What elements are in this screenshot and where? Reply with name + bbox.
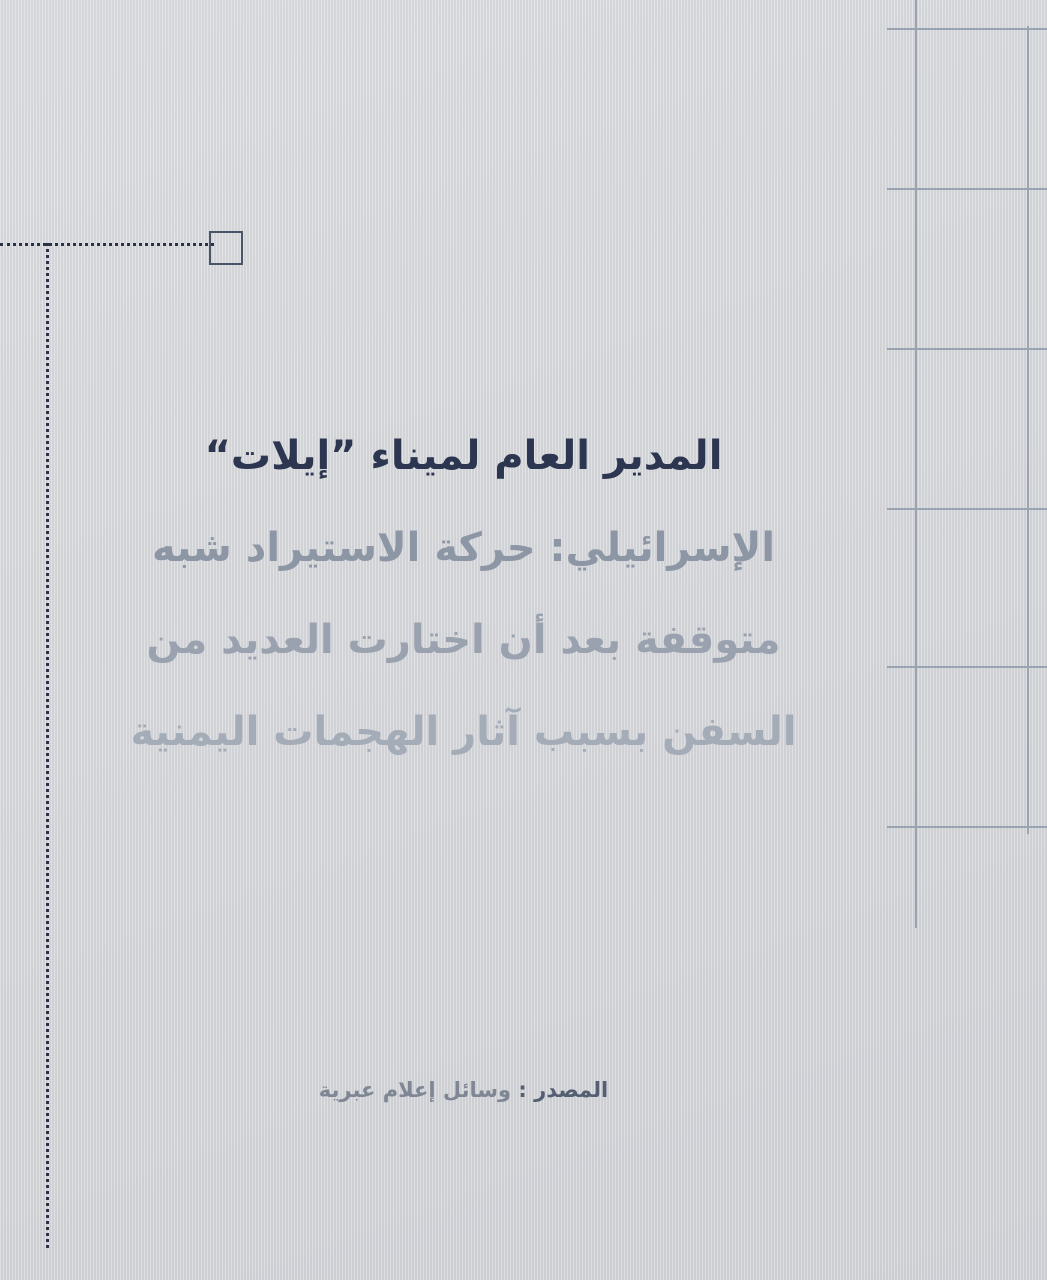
headline-line-2: الإسرائيلي: حركة الاستيراد شبه (151, 525, 776, 571)
grid-vertical-line-inner (915, 0, 917, 928)
grid-horizontal-line-3 (887, 348, 1047, 350)
grid-horizontal-line-4 (887, 508, 1047, 510)
grid-vertical-line-outer (1027, 26, 1029, 834)
headline-line-3: متوقفة بعد أن اختارت العديد من (146, 617, 781, 663)
grid-horizontal-line-6 (887, 826, 1047, 828)
grid-decoration (887, 0, 1047, 928)
source-value: وسائل إعلام عبرية (318, 1078, 512, 1102)
source-label: المصدر : (518, 1078, 609, 1102)
grid-horizontal-line-1 (887, 28, 1047, 30)
dotted-horizontal-line (0, 243, 214, 246)
grid-horizontal-line-5 (887, 666, 1047, 668)
dotted-vertical-line (46, 243, 49, 1248)
headline-line-1: المدير العام لميناء ”إيلات“ (204, 433, 723, 479)
square-outline-icon (209, 231, 243, 265)
source-line (70, 1078, 857, 1102)
grid-horizontal-line-2 (887, 188, 1047, 190)
headline-text (70, 410, 857, 778)
headline-line-4: السفن بسبب آثار الهجمات اليمنية (130, 709, 797, 755)
